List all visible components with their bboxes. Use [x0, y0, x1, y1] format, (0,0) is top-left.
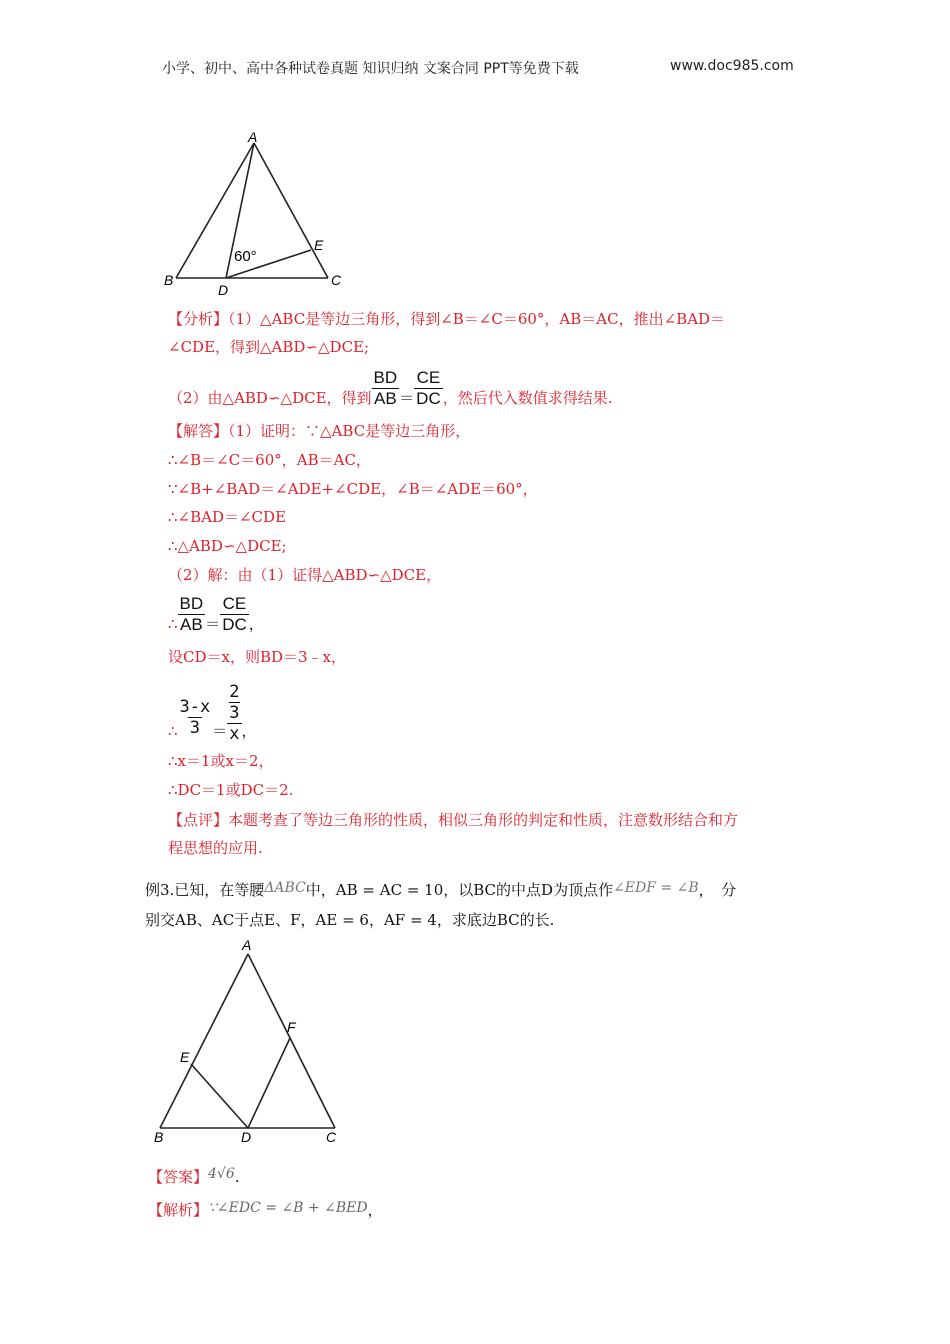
- fig2-segment-ed: [191, 1064, 248, 1128]
- example3-text-b: 中，AB = AC = 10，以BC的中点D为顶点作: [305, 881, 614, 899]
- comment-line-2: 程思想的应用.: [168, 839, 263, 857]
- comment-tag: 【点评】: [168, 811, 229, 829]
- fraction-denominator: x: [229, 724, 240, 744]
- analysis-line-2: ∠CDE，得到△ABD∽△DCE;: [168, 338, 370, 356]
- solution-line-9: [168, 672, 257, 744]
- fraction-denominator: DC: [416, 388, 441, 408]
- comment-text-1: 本题考查了等边三角形的性质，相似三角形的判定和性质，注意数形结合和方: [228, 811, 739, 829]
- fraction-twothirds-over-x: [227, 682, 241, 744]
- example3-angle-expr: ∠EDF = ∠B: [613, 880, 699, 896]
- fig2-label-c: C: [326, 1129, 337, 1145]
- fraction-ce-dc: [414, 368, 443, 409]
- solution-line-1: [168, 420, 470, 442]
- fig1-label-c: C: [331, 272, 342, 288]
- solution-line-4: ∴∠BAD＝∠CDE: [168, 508, 287, 526]
- analysis-line-3: [168, 364, 613, 412]
- example3-text-c: ， 分: [698, 881, 737, 899]
- fig1-label-b: B: [164, 272, 174, 288]
- comment-line-1: [168, 809, 738, 831]
- fraction-numerator: BD: [373, 367, 398, 387]
- answer-line: [148, 1163, 240, 1188]
- explain-expr: ∵∠EDC = ∠B + ∠BED: [208, 1200, 368, 1216]
- fraction-numerator: [227, 682, 241, 723]
- solution-l7-post: ，: [248, 615, 264, 633]
- fig1-angle-label: 60°: [234, 248, 257, 265]
- figure-isosceles-triangle: [148, 936, 348, 1148]
- solution-text-1: （1）证明：∵△ABC是等边三角形，: [228, 422, 471, 440]
- solution-line-11: ∴DC＝1或DC＝2.: [168, 781, 294, 799]
- fraction-denominator: DC: [222, 614, 247, 634]
- analysis-text-1: （1）△ABC是等边三角形，得到∠B＝∠C＝60°，AB＝AC，推出∠BAD＝: [228, 310, 726, 328]
- header-url[interactable]: www.doc985.com: [670, 58, 794, 74]
- fig2-side-ab: [160, 954, 248, 1128]
- fraction-numerator: CE: [222, 593, 247, 613]
- fig2-label-a: A: [242, 937, 252, 953]
- fig2-label-f: F: [287, 1019, 296, 1035]
- fig1-label-d: D: [218, 282, 229, 298]
- fraction-numerator: CE: [416, 367, 441, 387]
- explain-tag: 【解析】: [148, 1201, 209, 1219]
- figure-equilateral-triangle: [160, 128, 350, 298]
- analysis-line3-post: ，然后代入数值求得结果.: [442, 389, 613, 407]
- solution-line-3: ∵∠B+∠BAD＝∠ADE+∠CDE，∠B＝∠ADE＝60°，: [168, 480, 538, 498]
- solution-therefore-7: ∴: [168, 615, 178, 633]
- fig2-label-d: D: [241, 1129, 252, 1145]
- fig2-segment-df: [248, 1038, 290, 1128]
- answer-post: .: [234, 1168, 240, 1186]
- fig2-label-b: B: [154, 1129, 164, 1145]
- fraction-bd-ab: [178, 594, 206, 635]
- solution-line-5: ∴△ABD∽△DCE;: [168, 537, 287, 555]
- solution-line-8: 设CD＝x，则BD＝3﹣x，: [168, 648, 347, 666]
- solution-line-7: [168, 590, 264, 638]
- fraction-equals: ＝: [205, 615, 221, 633]
- fraction-ce-dc: [220, 594, 249, 635]
- solution-therefore-9: ∴: [168, 722, 178, 740]
- explain-line: [148, 1197, 383, 1221]
- fraction-3minusx-3: [178, 697, 213, 738]
- fraction-equals: ＝: [212, 722, 228, 740]
- fig2-label-e: E: [180, 1049, 190, 1065]
- fig1-side-ac: [254, 143, 328, 278]
- analysis-tag: 【分析】: [168, 310, 229, 328]
- fraction-denominator: AB: [374, 388, 397, 408]
- solution-line-6: （2）解：由（1）证得△ABD∽△DCE，: [168, 566, 442, 584]
- analysis-line3-pre: （2）由△ABD∽△DCE，得到: [168, 389, 372, 407]
- solution-tag: 【解答】: [168, 422, 229, 440]
- header-left-text: 小学、初中、高中各种试卷真题 知识归纳 文案合同 PPT等免费下载: [162, 61, 579, 77]
- answer-tag: 【答案】: [148, 1168, 209, 1186]
- fraction-equals: ＝: [399, 389, 415, 407]
- fraction-numerator: 3-x: [179, 697, 211, 717]
- inner-numerator: 2: [229, 682, 240, 702]
- answer-value: 4√6: [208, 1166, 235, 1182]
- solution-l9-post: ，: [241, 722, 257, 740]
- fraction-bd-ab: [372, 368, 400, 409]
- explain-post: ，: [367, 1201, 383, 1219]
- example3-line-1: [145, 877, 736, 901]
- inner-denominator: 3: [229, 703, 240, 723]
- fig1-label-a: A: [248, 129, 258, 145]
- solution-line-2: ∴∠B＝∠C＝60°，AB＝AC，: [168, 451, 371, 469]
- analysis-line-1: [168, 308, 725, 330]
- example3-triangle: ΔABC: [264, 880, 306, 896]
- fraction-numerator: BD: [179, 593, 204, 613]
- fraction-denominator: 3: [189, 718, 201, 738]
- fig1-label-e: E: [314, 237, 324, 253]
- example3-line-2: 别交AB、AC于点E、F，AE = 6，AF = 4，求底边BC的长.: [145, 911, 555, 929]
- example3-text-a: 例3.已知，在等腰: [145, 881, 265, 899]
- fraction-denominator: AB: [180, 614, 203, 634]
- solution-line-10: ∴x＝1或x＝2，: [168, 752, 274, 770]
